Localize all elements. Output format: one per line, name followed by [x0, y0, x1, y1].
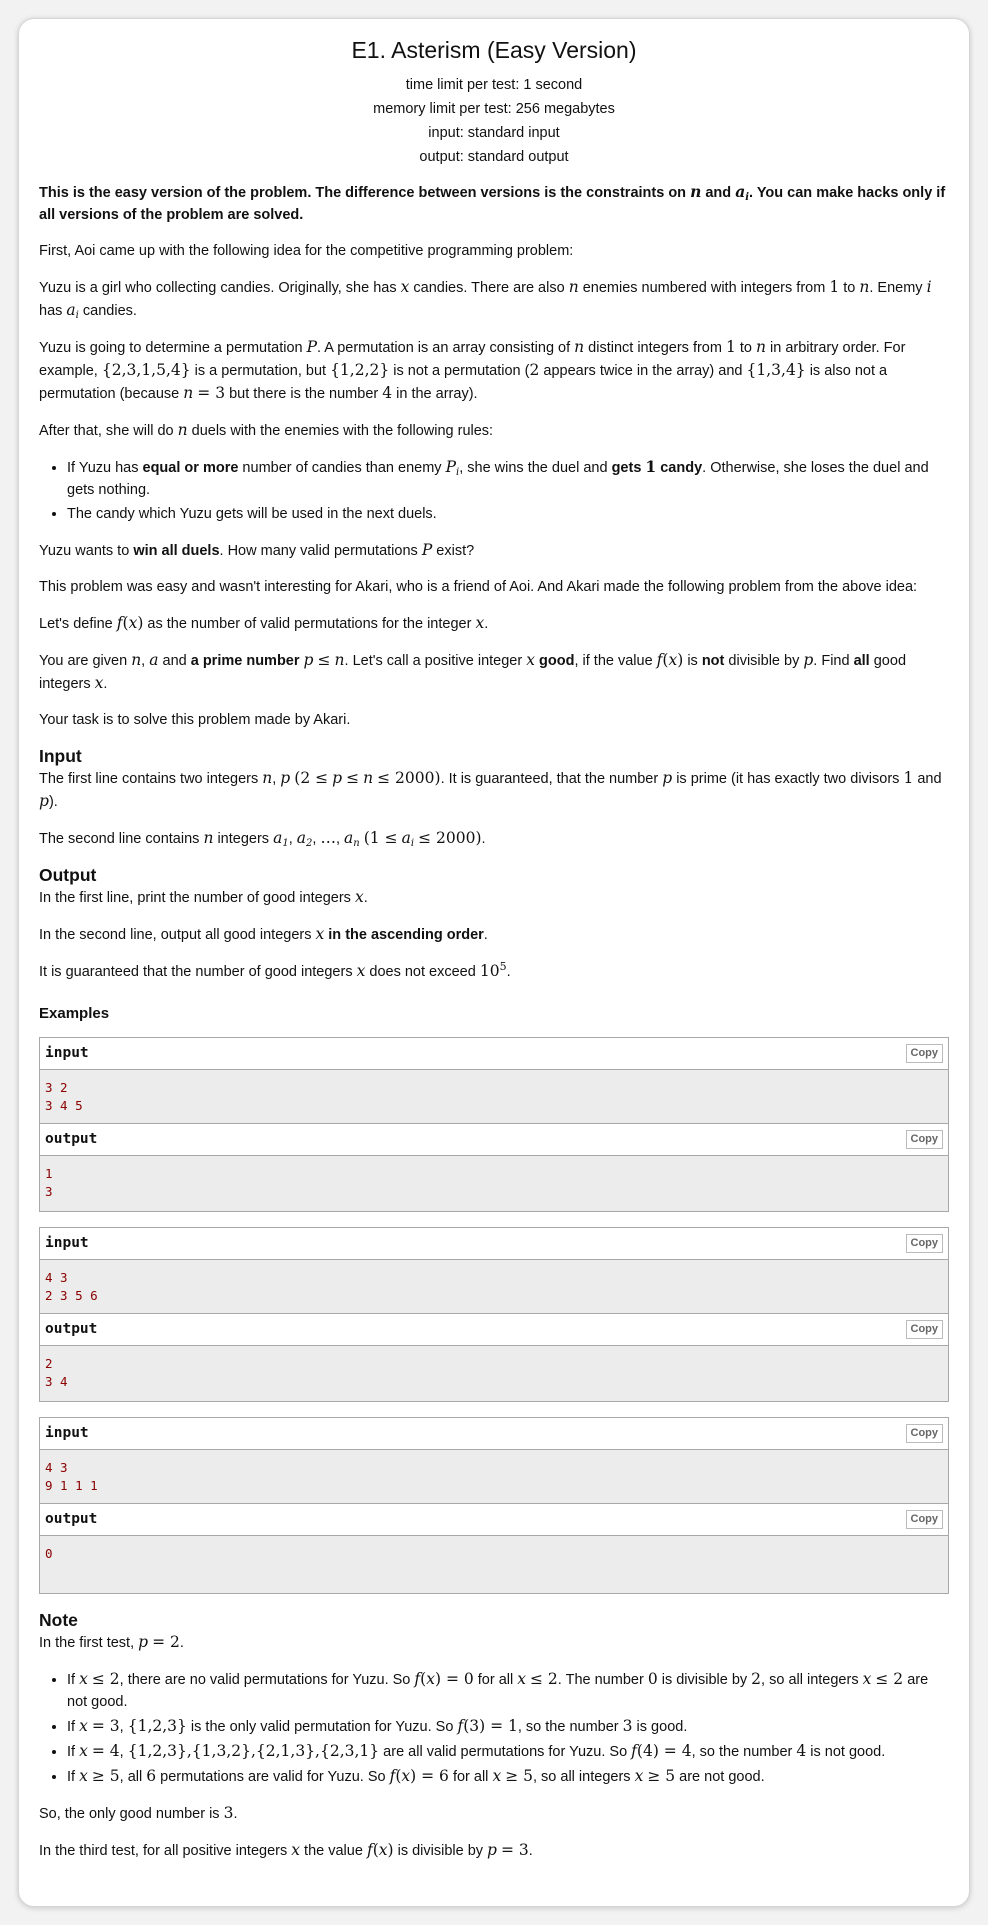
- copy-button[interactable]: Copy: [906, 1424, 944, 1443]
- legend-paragraph: This problem was easy and wasn't interesting for Akari, who is a friend of Aoi. And Akari made the following problem from the above idea:: [39, 579, 918, 595]
- legend: [39, 181, 949, 731]
- example-output-header: [40, 1503, 948, 1535]
- section-title: output: [45, 1511, 98, 1527]
- example-output: 0: [40, 1535, 948, 1593]
- example-block: [39, 1417, 949, 1594]
- legend-paragraph: Your task is to solve this problem made by Akari.: [39, 712, 351, 728]
- input-paragraph: The second line contains n integers $a_1$, $a_2$, …, $a_n$ $(1 \le a_i \le 2000)$.: [39, 829, 486, 849]
- example-input-header: [40, 1418, 948, 1449]
- example-input: 4 3 2 3 5 6: [40, 1259, 948, 1313]
- example-output-header: [40, 1313, 948, 1345]
- copy-button[interactable]: Copy: [906, 1320, 944, 1339]
- input-paragraph: The first line contains two integers n, p (2 ≤ p ≤ n ≤ 2000). It is guaranteed, that the number p is prime (it has exactly two divisors 1 and p).: [39, 769, 942, 810]
- input-specification: [39, 745, 949, 850]
- input-source: input: standard input: [428, 125, 560, 141]
- duel-rules: [39, 456, 949, 525]
- list-item: • If x = 3, {1,2,3} is the only valid permutation for Yuzu. So f(3) = 1, so the number 3 is good.: [67, 1715, 949, 1738]
- list-item: • If x = 4, {1,2,3},{1,3,2},{2,1,3},{2,3,1} are all valid permutations for Yuzu. So f(4) = 4, so the number 4 is not good.: [67, 1740, 949, 1763]
- note-paragraph: In the third test, for all positive integers x the value f(x) is divisible by p = 3.: [39, 1841, 533, 1859]
- legend-paragraph: You are given n, a and a prime number p ≤ n. Let's call a positive integer x good, if the value f(x) is not divisible by p. Find all good integers x.: [39, 651, 907, 692]
- problem-statement: [18, 18, 970, 1907]
- example-input-header: [40, 1038, 948, 1069]
- copy-button[interactable]: Copy: [906, 1130, 944, 1149]
- section-title: Output: [39, 865, 97, 885]
- legend-paragraph: Let's define f(x) as the number of valid permutations for the integer x.: [39, 614, 489, 632]
- list-item: • If x ≥ 5, all 6 permutations are valid for Yuzu. So f(x) = 6 for all x ≥ 5, so all integers x ≥ 5 are not good.: [67, 1765, 949, 1788]
- output-target: output: standard output: [419, 149, 569, 165]
- note-section: [39, 1609, 949, 1862]
- output-paragraph: It is guaranteed that the number of good integers x does not exceed $10^5$.: [39, 960, 511, 980]
- legend-paragraph: Yuzu is going to determine a permutation P. A permutation is an array consisting of n distinct integers from 1 to n in arbitrary order. For example, {2,3,1,5,4} is a permutation, but {1,2,2} is not a permutation (2 appears twice in the array) and {1,3,4} is also not a permutation (because n = 3 but there is the number 4 in the array).: [39, 338, 906, 402]
- legend-paragraph: First, Aoi came up with the following idea for the competitive programming problem:: [39, 243, 574, 259]
- section-title: Input: [39, 746, 82, 766]
- list-item: • If x ≤ 2, there are no valid permutations for Yuzu. So f(x) = 0 for all x ≤ 2. The number 0 is divisible by 2, so all integers x ≤ 2 are not good.: [67, 1668, 949, 1713]
- memory-limit: memory limit per test: 256 megabytes: [373, 101, 615, 117]
- example-block: [39, 1037, 949, 1212]
- problem-limits: [39, 73, 949, 169]
- example-output: 2 3 4: [40, 1345, 948, 1401]
- time-limit: time limit per test: 1 second: [405, 77, 583, 93]
- example-input: 4 3 9 1 1 1: [40, 1449, 948, 1503]
- section-title: output: [45, 1321, 98, 1337]
- example-input: 3 2 3 4 5: [40, 1069, 948, 1123]
- section-title: input: [45, 1235, 89, 1251]
- section-title: input: [45, 1425, 89, 1441]
- example-output: 1 3: [40, 1155, 948, 1211]
- legend-paragraph: After that, she will do n duels with the enemies with the following rules:: [39, 421, 494, 439]
- copy-button[interactable]: Copy: [906, 1510, 944, 1529]
- section-title: Examples: [39, 1005, 110, 1022]
- example-output-header: [40, 1123, 948, 1155]
- legend-paragraph: Yuzu is a girl who collecting candies. Originally, she has x candies. There are also n enemies numbered with integers from 1 to n. Enemy i has $a_i$ candies.: [39, 278, 932, 321]
- example-input-header: [40, 1228, 948, 1259]
- section-title: Note: [39, 1610, 78, 1630]
- copy-button[interactable]: Copy: [906, 1234, 944, 1253]
- output-paragraph: In the second line, output all good integers x in the ascending order.: [39, 925, 488, 943]
- output-specification: [39, 864, 949, 983]
- legend-paragraph: Yuzu wants to win all duels. How many valid permutations P exist?: [39, 541, 475, 559]
- section-title: input: [45, 1045, 89, 1061]
- list-item: • If Yuzu has equal or more number of candies than enemy $P_i$, she wins the duel and gets 1 candy. Otherwise, she loses the duel and gets nothing.: [67, 456, 949, 501]
- note-paragraph: In the first test, p = 2.: [39, 1633, 184, 1651]
- version-note: This is the easy version of the problem. The difference between versions is the constraints on n and $a_i$. You can make hacks only if all versions of the problem are solved.: [39, 182, 946, 223]
- sample-tests: [39, 1003, 949, 1594]
- copy-button[interactable]: Copy: [906, 1044, 944, 1063]
- list-item: • The candy which Yuzu gets will be used in the next duels.: [67, 503, 949, 525]
- note-list: [39, 1668, 949, 1788]
- example-block: [39, 1227, 949, 1402]
- output-paragraph: In the first line, print the number of good integers x.: [39, 888, 368, 906]
- section-title: output: [45, 1131, 98, 1147]
- problem-title: E1. Asterism (Easy Version): [351, 37, 637, 63]
- note-paragraph: So, the only good number is 3.: [39, 1804, 238, 1822]
